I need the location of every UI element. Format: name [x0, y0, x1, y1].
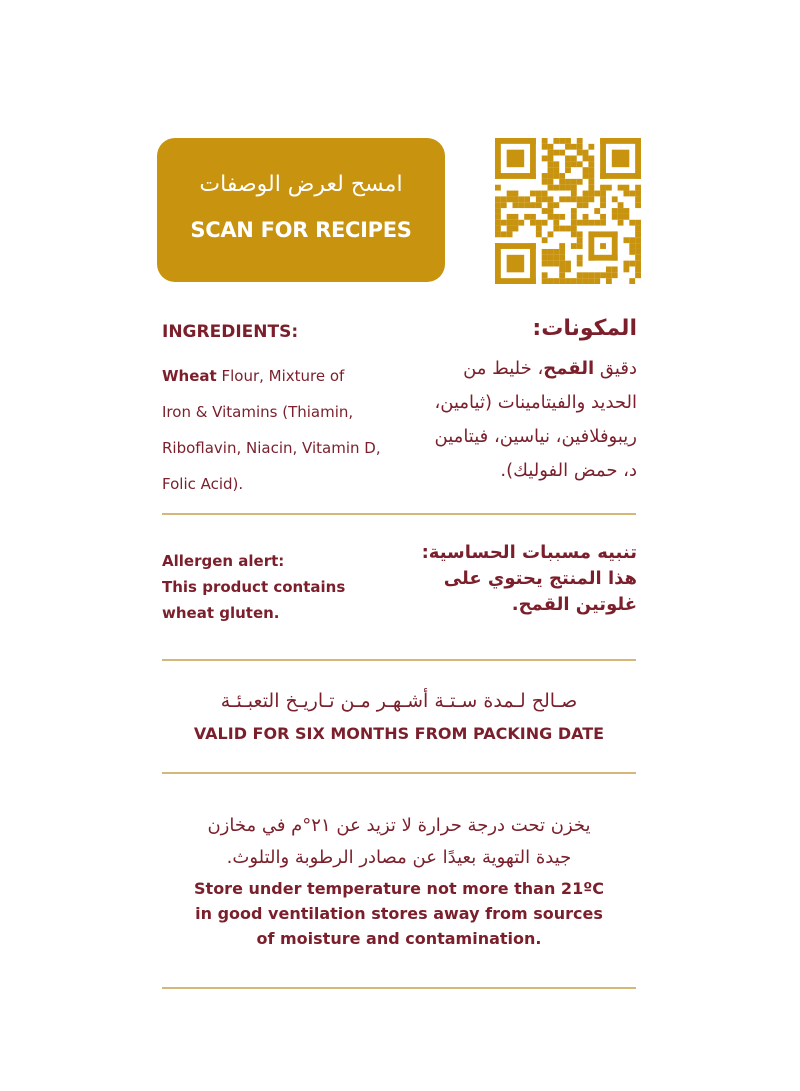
- storage-line: of moisture and contamination.: [256, 929, 542, 948]
- allergen-line: This product contains: [162, 578, 346, 596]
- validity-english: VALID FOR SIX MONTHS FROM PACKING DATE: [193, 724, 605, 743]
- ingredients-title-arabic: المكونات:: [532, 316, 637, 341]
- storage-instructions-arabic: [162, 810, 636, 874]
- qr-code-icon[interactable]: [495, 138, 641, 284]
- ingredients-line: Folic Acid).: [162, 475, 244, 493]
- allergen-line: تنبيه مسببات الحساسية:: [421, 542, 637, 563]
- ingredients-line: ريبوفلافين، نياسين، فيتامين: [434, 426, 637, 447]
- scan-label-english: SCAN FOR RECIPES: [190, 218, 412, 242]
- ingredients-line: Iron & Vitamins (Thiamin,: [162, 403, 354, 421]
- ingredients-line: Riboflavin, Niacin, Vitamin D,: [162, 439, 381, 457]
- divider: [162, 659, 636, 661]
- storage-line: جيدة التهوية بعيدًا عن مصادر الرطوبة والتلوث.: [226, 847, 572, 868]
- ingredients-line: د، حمض الفوليك).: [500, 460, 637, 481]
- storage-line: يخزن تحت درجة حرارة لا تزيد عن ٢١°م في مخازن: [207, 815, 591, 836]
- divider: [162, 513, 636, 515]
- ingredients-line: الحديد والفيتامينات (ثيامين،: [434, 392, 637, 413]
- validity-arabic: صـالح لـمدة سـتـة أشـهـر مـن تـاريـخ التعبـئـة: [220, 690, 578, 712]
- storage-line: Store under temperature not more than 21ºC: [194, 879, 604, 898]
- ingredients-list-arabic: [397, 352, 637, 488]
- storage-line: in good ventilation stores away from sources: [195, 904, 603, 923]
- ingredients-line: دقيق القمح، خليط من: [463, 358, 637, 379]
- divider: [162, 772, 636, 774]
- allergen-alert-english: [162, 548, 402, 626]
- ingredients-list-english: [162, 358, 402, 502]
- scan-for-recipes-box: [157, 138, 445, 282]
- allergen-line: wheat gluten.: [162, 604, 280, 622]
- storage-instructions-english: [162, 876, 636, 951]
- allergen-line: غلوتين القمح.: [511, 594, 637, 615]
- divider: [162, 987, 636, 989]
- scan-label-arabic: امسح لعرض الوصفات: [199, 172, 403, 197]
- allergen-line: هذا المنتج يحتوي على: [443, 568, 637, 589]
- allergen-line: Allergen alert:: [162, 552, 285, 570]
- ingredients-title-english: INGREDIENTS:: [162, 322, 299, 342]
- ingredients-line: Wheat Flour, Mixture of: [162, 367, 345, 385]
- allergen-alert-arabic: [397, 540, 637, 618]
